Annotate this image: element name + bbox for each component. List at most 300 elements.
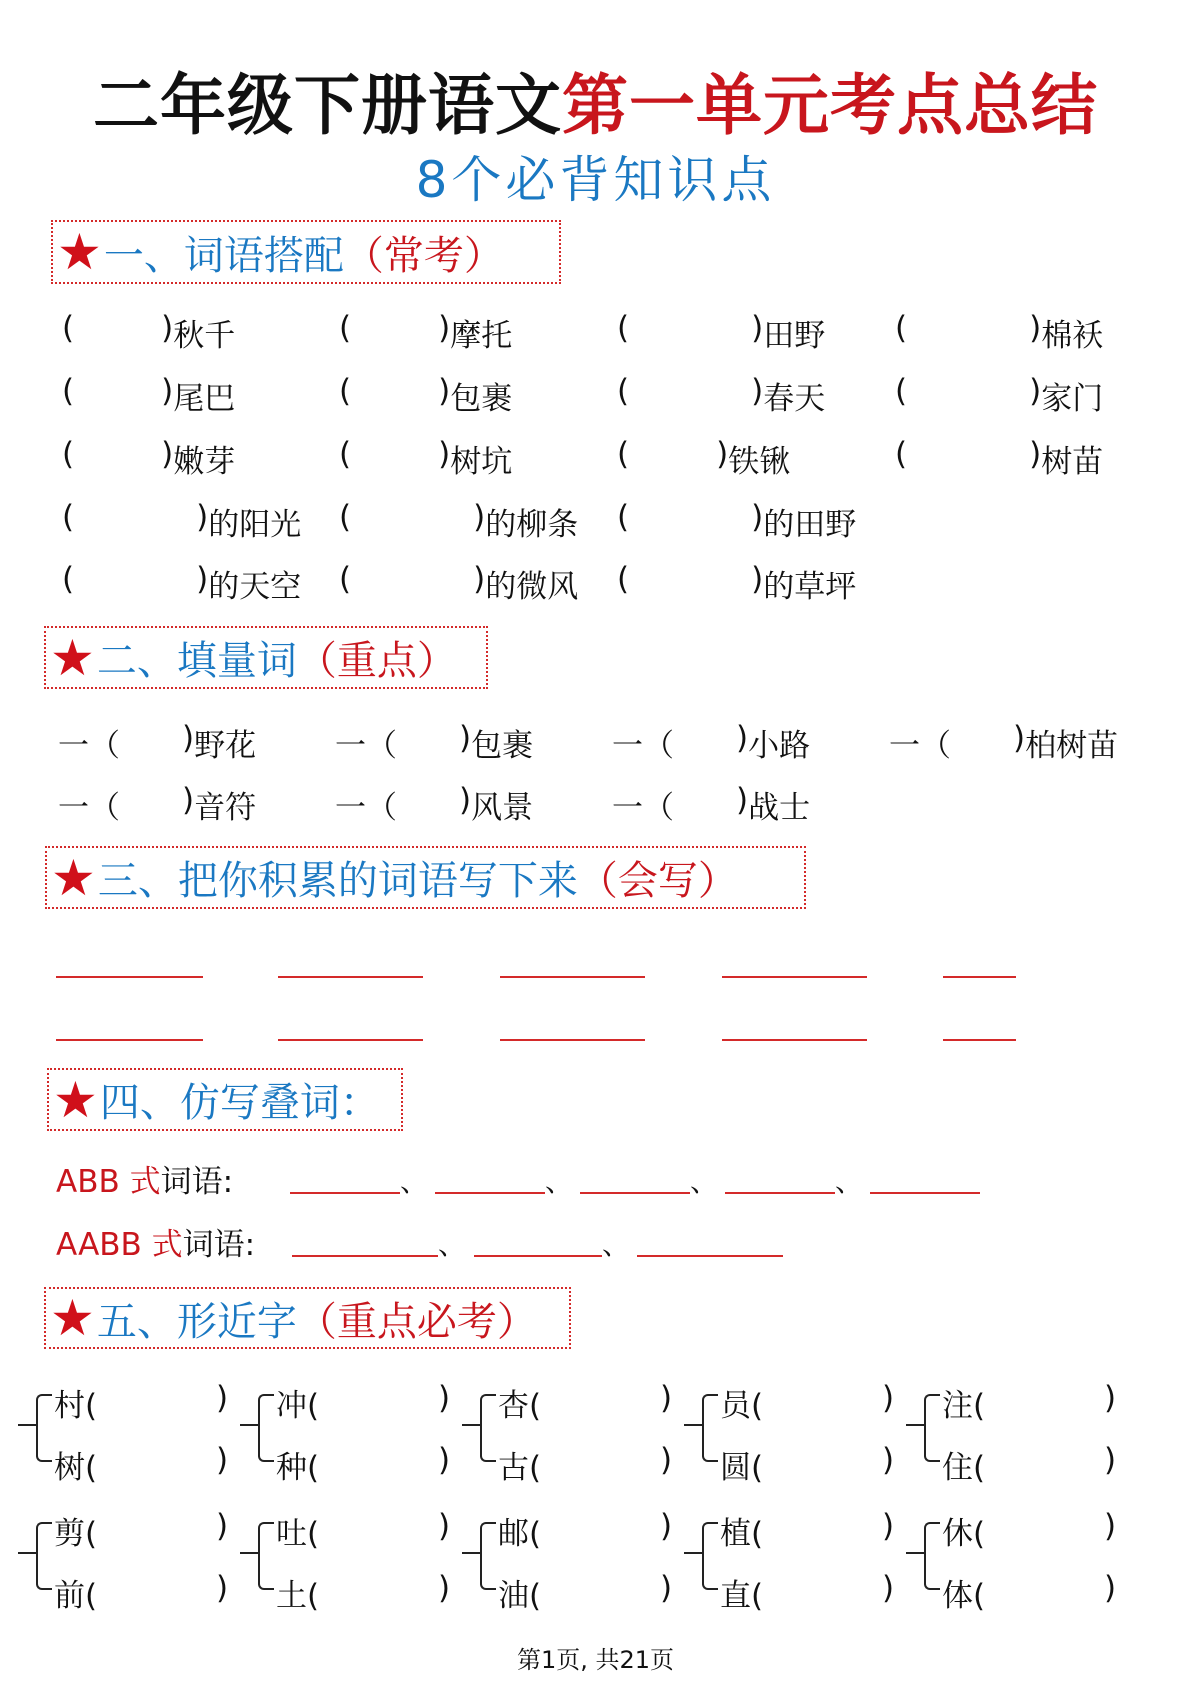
blank-space[interactable] xyxy=(674,720,736,765)
section-tag: （会写） xyxy=(577,858,738,904)
abb-blank[interactable] xyxy=(870,1192,980,1194)
char: 杏 xyxy=(498,1388,529,1424)
open-paren: ( xyxy=(62,561,75,597)
abb-blank[interactable] xyxy=(725,1192,835,1194)
blank-space[interactable] xyxy=(338,1570,428,1606)
word: 野花 xyxy=(194,728,257,764)
word: 小路 xyxy=(748,728,811,764)
blank-space[interactable] xyxy=(560,1380,650,1416)
measure-word-item[interactable] xyxy=(612,782,810,827)
abb-label xyxy=(56,1156,233,1201)
close-paren: ) xyxy=(216,1570,229,1606)
blank-space[interactable] xyxy=(560,1508,650,1544)
close-paren: ) xyxy=(660,1380,673,1416)
close-paren: ) xyxy=(161,373,174,409)
blank-space[interactable] xyxy=(951,720,1013,765)
similar-char xyxy=(720,1442,763,1487)
similar-char xyxy=(942,1570,985,1615)
close-paren: ) xyxy=(459,720,472,756)
open-paren: ( xyxy=(617,373,630,409)
blank-space[interactable] xyxy=(629,373,751,418)
open-paren: ( xyxy=(617,436,630,472)
char: 植 xyxy=(720,1516,751,1552)
brace-icon xyxy=(924,1522,940,1590)
char: 种 xyxy=(276,1450,307,1486)
word: 的柳条 xyxy=(485,507,579,543)
char: 注 xyxy=(942,1388,973,1424)
blank-space[interactable] xyxy=(782,1570,872,1606)
similar-char xyxy=(720,1508,763,1553)
similar-char xyxy=(498,1380,541,1425)
close-paren: ) xyxy=(216,1442,229,1478)
similar-char xyxy=(942,1508,985,1553)
aabb-suffix: 词语: xyxy=(182,1227,256,1263)
measure-word-item[interactable] xyxy=(58,782,256,827)
writing-line[interactable] xyxy=(56,1039,203,1041)
close-paren: ) xyxy=(882,1442,895,1478)
close-paren: ) xyxy=(716,436,729,472)
word: 柏树苗 xyxy=(1025,728,1119,764)
open-paren: ( xyxy=(529,1450,542,1486)
close-paren: ) xyxy=(438,373,451,409)
section-tag: （常考） xyxy=(343,232,504,279)
similar-char xyxy=(498,1508,541,1553)
close-paren: ) xyxy=(1104,1442,1117,1478)
blank-space[interactable] xyxy=(629,436,716,481)
brace-icon-tip xyxy=(684,1552,702,1554)
fill-blank-item[interactable] xyxy=(895,310,1103,355)
separator: 、 xyxy=(835,1165,864,1198)
open-paren: ( xyxy=(307,1388,320,1424)
fill-blank-item[interactable] xyxy=(617,310,825,355)
blank-space[interactable] xyxy=(116,1442,206,1478)
similar-char-group xyxy=(904,1508,1126,1628)
close-paren: ) xyxy=(216,1380,229,1416)
blank-space[interactable] xyxy=(74,561,196,606)
fill-blank-item[interactable] xyxy=(617,436,790,481)
open-paren: ( xyxy=(85,1578,98,1614)
fill-blank-item[interactable] xyxy=(617,373,825,418)
writing-line[interactable] xyxy=(500,976,645,978)
char: 剪 xyxy=(54,1516,85,1552)
char: 土 xyxy=(276,1578,307,1614)
open-paren: ( xyxy=(62,436,75,472)
blank-space[interactable] xyxy=(74,373,161,418)
aabb-pattern: AABB 式 xyxy=(56,1227,183,1263)
fill-blank-item[interactable] xyxy=(339,373,512,418)
brace-icon-tip xyxy=(18,1424,36,1426)
brace-icon xyxy=(480,1394,496,1462)
open-paren: ( xyxy=(307,1450,320,1486)
fill-blank-item[interactable] xyxy=(895,436,1103,481)
close-paren: ) xyxy=(459,782,472,818)
measure-word-item[interactable] xyxy=(335,720,533,765)
similar-char-group xyxy=(460,1508,682,1628)
open-paren: ( xyxy=(617,310,630,346)
brace-icon-tip xyxy=(906,1552,924,1554)
star-icon: ★ xyxy=(51,848,96,907)
close-paren: ) xyxy=(1104,1570,1117,1606)
blank-space[interactable] xyxy=(397,782,459,827)
open-paren: ( xyxy=(62,373,75,409)
separator: 、 xyxy=(400,1165,429,1198)
aabb-label xyxy=(56,1219,255,1264)
section-header xyxy=(44,1287,571,1349)
blank-space[interactable] xyxy=(907,373,1029,418)
writing-line[interactable] xyxy=(278,976,423,978)
open-paren: ( xyxy=(307,1578,320,1614)
close-paren: ) xyxy=(736,720,749,756)
close-paren: ) xyxy=(1013,720,1026,756)
open-paren: ( xyxy=(973,1578,986,1614)
char: 古 xyxy=(498,1450,529,1486)
fill-blank-item[interactable] xyxy=(339,310,512,355)
writing-line[interactable] xyxy=(722,1039,867,1041)
measure-word-item[interactable] xyxy=(335,782,533,827)
brace-icon xyxy=(702,1394,718,1462)
fill-blank-item[interactable] xyxy=(895,373,1103,418)
blank-space[interactable] xyxy=(629,499,751,544)
close-paren: ) xyxy=(438,1508,451,1544)
similar-char xyxy=(942,1380,985,1425)
similar-char-group xyxy=(16,1508,238,1628)
open-paren: ( xyxy=(62,499,75,535)
measure-word-item[interactable] xyxy=(889,720,1118,765)
writing-line[interactable] xyxy=(943,976,1016,978)
similar-char xyxy=(276,1508,319,1553)
open-paren: ( xyxy=(973,1516,986,1552)
star-icon: ★ xyxy=(50,1289,95,1347)
fill-blank-item[interactable] xyxy=(617,561,856,606)
blank-space[interactable] xyxy=(1004,1380,1094,1416)
section-title: 四、仿写叠词： xyxy=(99,1080,380,1126)
open-paren: ( xyxy=(895,436,908,472)
aabb-blank[interactable] xyxy=(637,1255,783,1257)
measure-word-item[interactable] xyxy=(612,720,810,765)
similar-char-group xyxy=(460,1380,682,1500)
writing-line[interactable] xyxy=(56,976,203,978)
close-paren: ) xyxy=(473,499,486,535)
close-paren: ) xyxy=(751,310,764,346)
writing-line[interactable] xyxy=(278,1039,423,1041)
close-paren: ) xyxy=(473,561,486,597)
brace-icon xyxy=(924,1394,940,1462)
writing-line[interactable] xyxy=(943,1039,1016,1041)
fill-blank-item[interactable] xyxy=(62,499,301,544)
brace-icon xyxy=(36,1394,52,1462)
blank-space[interactable] xyxy=(116,1570,206,1606)
blank-space[interactable] xyxy=(397,720,459,765)
blank-space[interactable] xyxy=(674,782,736,827)
char: 村 xyxy=(54,1388,85,1424)
open-paren: ( xyxy=(339,310,352,346)
similar-char xyxy=(498,1442,541,1487)
abb-pattern: ABB 式 xyxy=(56,1164,161,1200)
word: 棉袄 xyxy=(1041,318,1104,354)
separator: 、 xyxy=(602,1228,631,1261)
section-header xyxy=(47,1068,403,1131)
close-paren: ) xyxy=(161,310,174,346)
close-paren: ) xyxy=(751,499,764,535)
blank-space[interactable] xyxy=(907,310,1029,355)
char: 油 xyxy=(498,1578,529,1614)
char: 前 xyxy=(54,1578,85,1614)
close-paren: ) xyxy=(182,782,195,818)
blank-space[interactable] xyxy=(560,1570,650,1606)
open-paren: ( xyxy=(85,1388,98,1424)
brace-icon xyxy=(36,1522,52,1590)
separator: 、 xyxy=(545,1165,574,1198)
open-paren: ( xyxy=(85,1450,98,1486)
measure-word-item[interactable] xyxy=(58,720,256,765)
fill-blank-item[interactable] xyxy=(62,561,301,606)
fill-blank-item[interactable] xyxy=(339,561,578,606)
open-paren: ( xyxy=(973,1388,986,1424)
fill-blank-item[interactable] xyxy=(339,436,512,481)
brace-icon xyxy=(702,1522,718,1590)
close-paren: ) xyxy=(438,1570,451,1606)
similar-char xyxy=(720,1380,763,1425)
close-paren: ) xyxy=(751,373,764,409)
blank-space[interactable] xyxy=(1004,1570,1094,1606)
word: 音符 xyxy=(194,790,257,826)
word: 包裹 xyxy=(471,728,534,764)
close-paren: ) xyxy=(882,1508,895,1544)
blank-space[interactable] xyxy=(1004,1508,1094,1544)
separator: 、 xyxy=(438,1228,467,1261)
measure-prefix: 一（ xyxy=(335,790,397,826)
blank-space[interactable] xyxy=(351,436,438,481)
blank-space[interactable] xyxy=(120,720,182,765)
blank-space[interactable] xyxy=(74,436,161,481)
fill-blank-item[interactable] xyxy=(617,499,856,544)
star-icon: ★ xyxy=(53,1070,98,1129)
word: 风景 xyxy=(471,790,534,826)
char: 体 xyxy=(942,1578,973,1614)
close-paren: ) xyxy=(660,1508,673,1544)
blank-space[interactable] xyxy=(907,436,1029,481)
word: 秋千 xyxy=(173,318,236,354)
open-paren: ( xyxy=(751,1450,764,1486)
writing-line[interactable] xyxy=(500,1039,645,1041)
close-paren: ) xyxy=(1029,310,1042,346)
blank-space[interactable] xyxy=(782,1508,872,1544)
blank-space[interactable] xyxy=(338,1508,428,1544)
measure-prefix: 一（ xyxy=(612,790,674,826)
word: 包裹 xyxy=(450,381,513,417)
abb-blank[interactable] xyxy=(290,1192,400,1194)
blank-space[interactable] xyxy=(116,1380,206,1416)
similar-char-group xyxy=(682,1508,904,1628)
blank-space[interactable] xyxy=(1004,1442,1094,1478)
close-paren: ) xyxy=(161,436,174,472)
measure-prefix: 一（ xyxy=(335,728,397,764)
similar-char-group xyxy=(904,1380,1126,1500)
open-paren: ( xyxy=(751,1516,764,1552)
word: 铁锹 xyxy=(728,444,791,480)
brace-icon-tip xyxy=(684,1424,702,1426)
open-paren: ( xyxy=(307,1516,320,1552)
blank-space[interactable] xyxy=(74,499,196,544)
word: 摩托 xyxy=(450,318,513,354)
aabb-blank[interactable] xyxy=(292,1255,438,1257)
measure-prefix: 一（ xyxy=(889,728,951,764)
close-paren: ) xyxy=(882,1570,895,1606)
char: 员 xyxy=(720,1388,751,1424)
word: 田野 xyxy=(763,318,826,354)
open-paren: ( xyxy=(751,1578,764,1614)
close-paren: ) xyxy=(1104,1380,1117,1416)
similar-char xyxy=(720,1570,763,1615)
word: 的微风 xyxy=(485,569,579,605)
brace-icon xyxy=(480,1522,496,1590)
blank-space[interactable] xyxy=(629,561,751,606)
similar-char xyxy=(54,1508,97,1553)
open-paren: ( xyxy=(529,1516,542,1552)
open-paren: ( xyxy=(339,436,352,472)
close-paren: ) xyxy=(736,782,749,818)
word: 树坑 xyxy=(450,444,513,480)
separator: 、 xyxy=(690,1165,719,1198)
char: 冲 xyxy=(276,1388,307,1424)
open-paren: ( xyxy=(895,310,908,346)
blank-space[interactable] xyxy=(338,1442,428,1478)
measure-prefix: 一（ xyxy=(58,790,120,826)
open-paren: ( xyxy=(529,1578,542,1614)
word: 战士 xyxy=(748,790,811,826)
measure-prefix: 一（ xyxy=(612,728,674,764)
word: 的田野 xyxy=(763,507,857,543)
blank-space[interactable] xyxy=(560,1442,650,1478)
similar-char xyxy=(942,1442,985,1487)
blank-space[interactable] xyxy=(351,373,438,418)
close-paren: ) xyxy=(438,1380,451,1416)
brace-icon-tip xyxy=(462,1424,480,1426)
section-title: 一、词语搭配 xyxy=(103,232,344,279)
similar-char xyxy=(54,1380,97,1425)
close-paren: ) xyxy=(438,1442,451,1478)
open-paren: ( xyxy=(339,373,352,409)
close-paren: ) xyxy=(1029,436,1042,472)
writing-line[interactable] xyxy=(722,976,867,978)
close-paren: ) xyxy=(882,1380,895,1416)
section-header xyxy=(51,220,561,284)
word: 的天空 xyxy=(208,569,302,605)
similar-char xyxy=(276,1380,319,1425)
star-icon: ★ xyxy=(50,628,95,687)
measure-prefix: 一（ xyxy=(58,728,120,764)
word: 春天 xyxy=(763,381,826,417)
similar-char-group xyxy=(238,1508,460,1628)
word: 嫩芽 xyxy=(173,444,236,480)
close-paren: ) xyxy=(196,499,209,535)
close-paren: ) xyxy=(196,561,209,597)
close-paren: ) xyxy=(660,1570,673,1606)
brace-icon-tip xyxy=(462,1552,480,1554)
section-title: 二、填量词 xyxy=(96,638,297,684)
similar-char xyxy=(498,1570,541,1615)
similar-char xyxy=(276,1570,319,1615)
abb-blank[interactable] xyxy=(580,1192,690,1194)
similar-char-group xyxy=(682,1380,904,1500)
brace-icon-tip xyxy=(240,1424,258,1426)
close-paren: ) xyxy=(1104,1508,1117,1544)
close-paren: ) xyxy=(660,1442,673,1478)
blank-space[interactable] xyxy=(351,499,473,544)
section-tag: （重点必考） xyxy=(296,1298,537,1345)
char: 直 xyxy=(720,1578,751,1614)
open-paren: ( xyxy=(617,561,630,597)
word: 的阳光 xyxy=(208,507,302,543)
brace-icon-tip xyxy=(240,1552,258,1554)
section-title: 五、形近字 xyxy=(96,1298,297,1345)
open-paren: ( xyxy=(751,1388,764,1424)
section-header xyxy=(44,626,488,689)
open-paren: ( xyxy=(339,499,352,535)
word: 的草坪 xyxy=(763,569,857,605)
section-title: 三、把你积累的词语写下来 xyxy=(97,858,578,904)
similar-char xyxy=(276,1442,319,1487)
page-subtitle: 8个必背知识点 xyxy=(415,151,776,209)
abb-suffix: 词语: xyxy=(160,1164,234,1200)
close-paren: ) xyxy=(438,310,451,346)
char: 圆 xyxy=(720,1450,751,1486)
open-paren: ( xyxy=(529,1388,542,1424)
similar-char-group xyxy=(238,1380,460,1500)
close-paren: ) xyxy=(216,1508,229,1544)
title-black: 二年级下册语文 xyxy=(93,66,562,144)
blank-space[interactable] xyxy=(782,1380,872,1416)
star-icon: ★ xyxy=(57,223,102,281)
open-paren: ( xyxy=(85,1516,98,1552)
brace-icon-tip xyxy=(906,1424,924,1426)
abb-blank[interactable] xyxy=(435,1192,545,1194)
similar-char xyxy=(54,1570,97,1615)
close-paren: ) xyxy=(438,436,451,472)
blank-space[interactable] xyxy=(782,1442,872,1478)
blank-space[interactable] xyxy=(116,1508,206,1544)
close-paren: ) xyxy=(1029,373,1042,409)
fill-blank-item[interactable] xyxy=(62,436,235,481)
char: 休 xyxy=(942,1516,973,1552)
close-paren: ) xyxy=(182,720,195,756)
section-header xyxy=(45,846,806,909)
open-paren: ( xyxy=(617,499,630,535)
word: 树苗 xyxy=(1041,444,1104,480)
fill-blank-item[interactable] xyxy=(62,310,235,355)
similar-char xyxy=(54,1442,97,1487)
blank-space[interactable] xyxy=(629,310,751,355)
open-paren: ( xyxy=(62,310,75,346)
open-paren: ( xyxy=(895,373,908,409)
fill-blank-item[interactable] xyxy=(62,373,235,418)
word: 家门 xyxy=(1041,381,1104,417)
open-paren: ( xyxy=(973,1450,986,1486)
brace-icon xyxy=(258,1522,274,1590)
aabb-blank[interactable] xyxy=(474,1255,602,1257)
open-paren: ( xyxy=(339,561,352,597)
char: 吐 xyxy=(276,1516,307,1552)
blank-space[interactable] xyxy=(338,1380,428,1416)
blank-space[interactable] xyxy=(351,561,473,606)
blank-space[interactable] xyxy=(74,310,161,355)
char: 住 xyxy=(942,1450,973,1486)
section-tag: （重点） xyxy=(296,638,457,684)
blank-space[interactable] xyxy=(351,310,438,355)
similar-char-group xyxy=(16,1380,238,1500)
blank-space[interactable] xyxy=(120,782,182,827)
fill-blank-item[interactable] xyxy=(339,499,578,544)
